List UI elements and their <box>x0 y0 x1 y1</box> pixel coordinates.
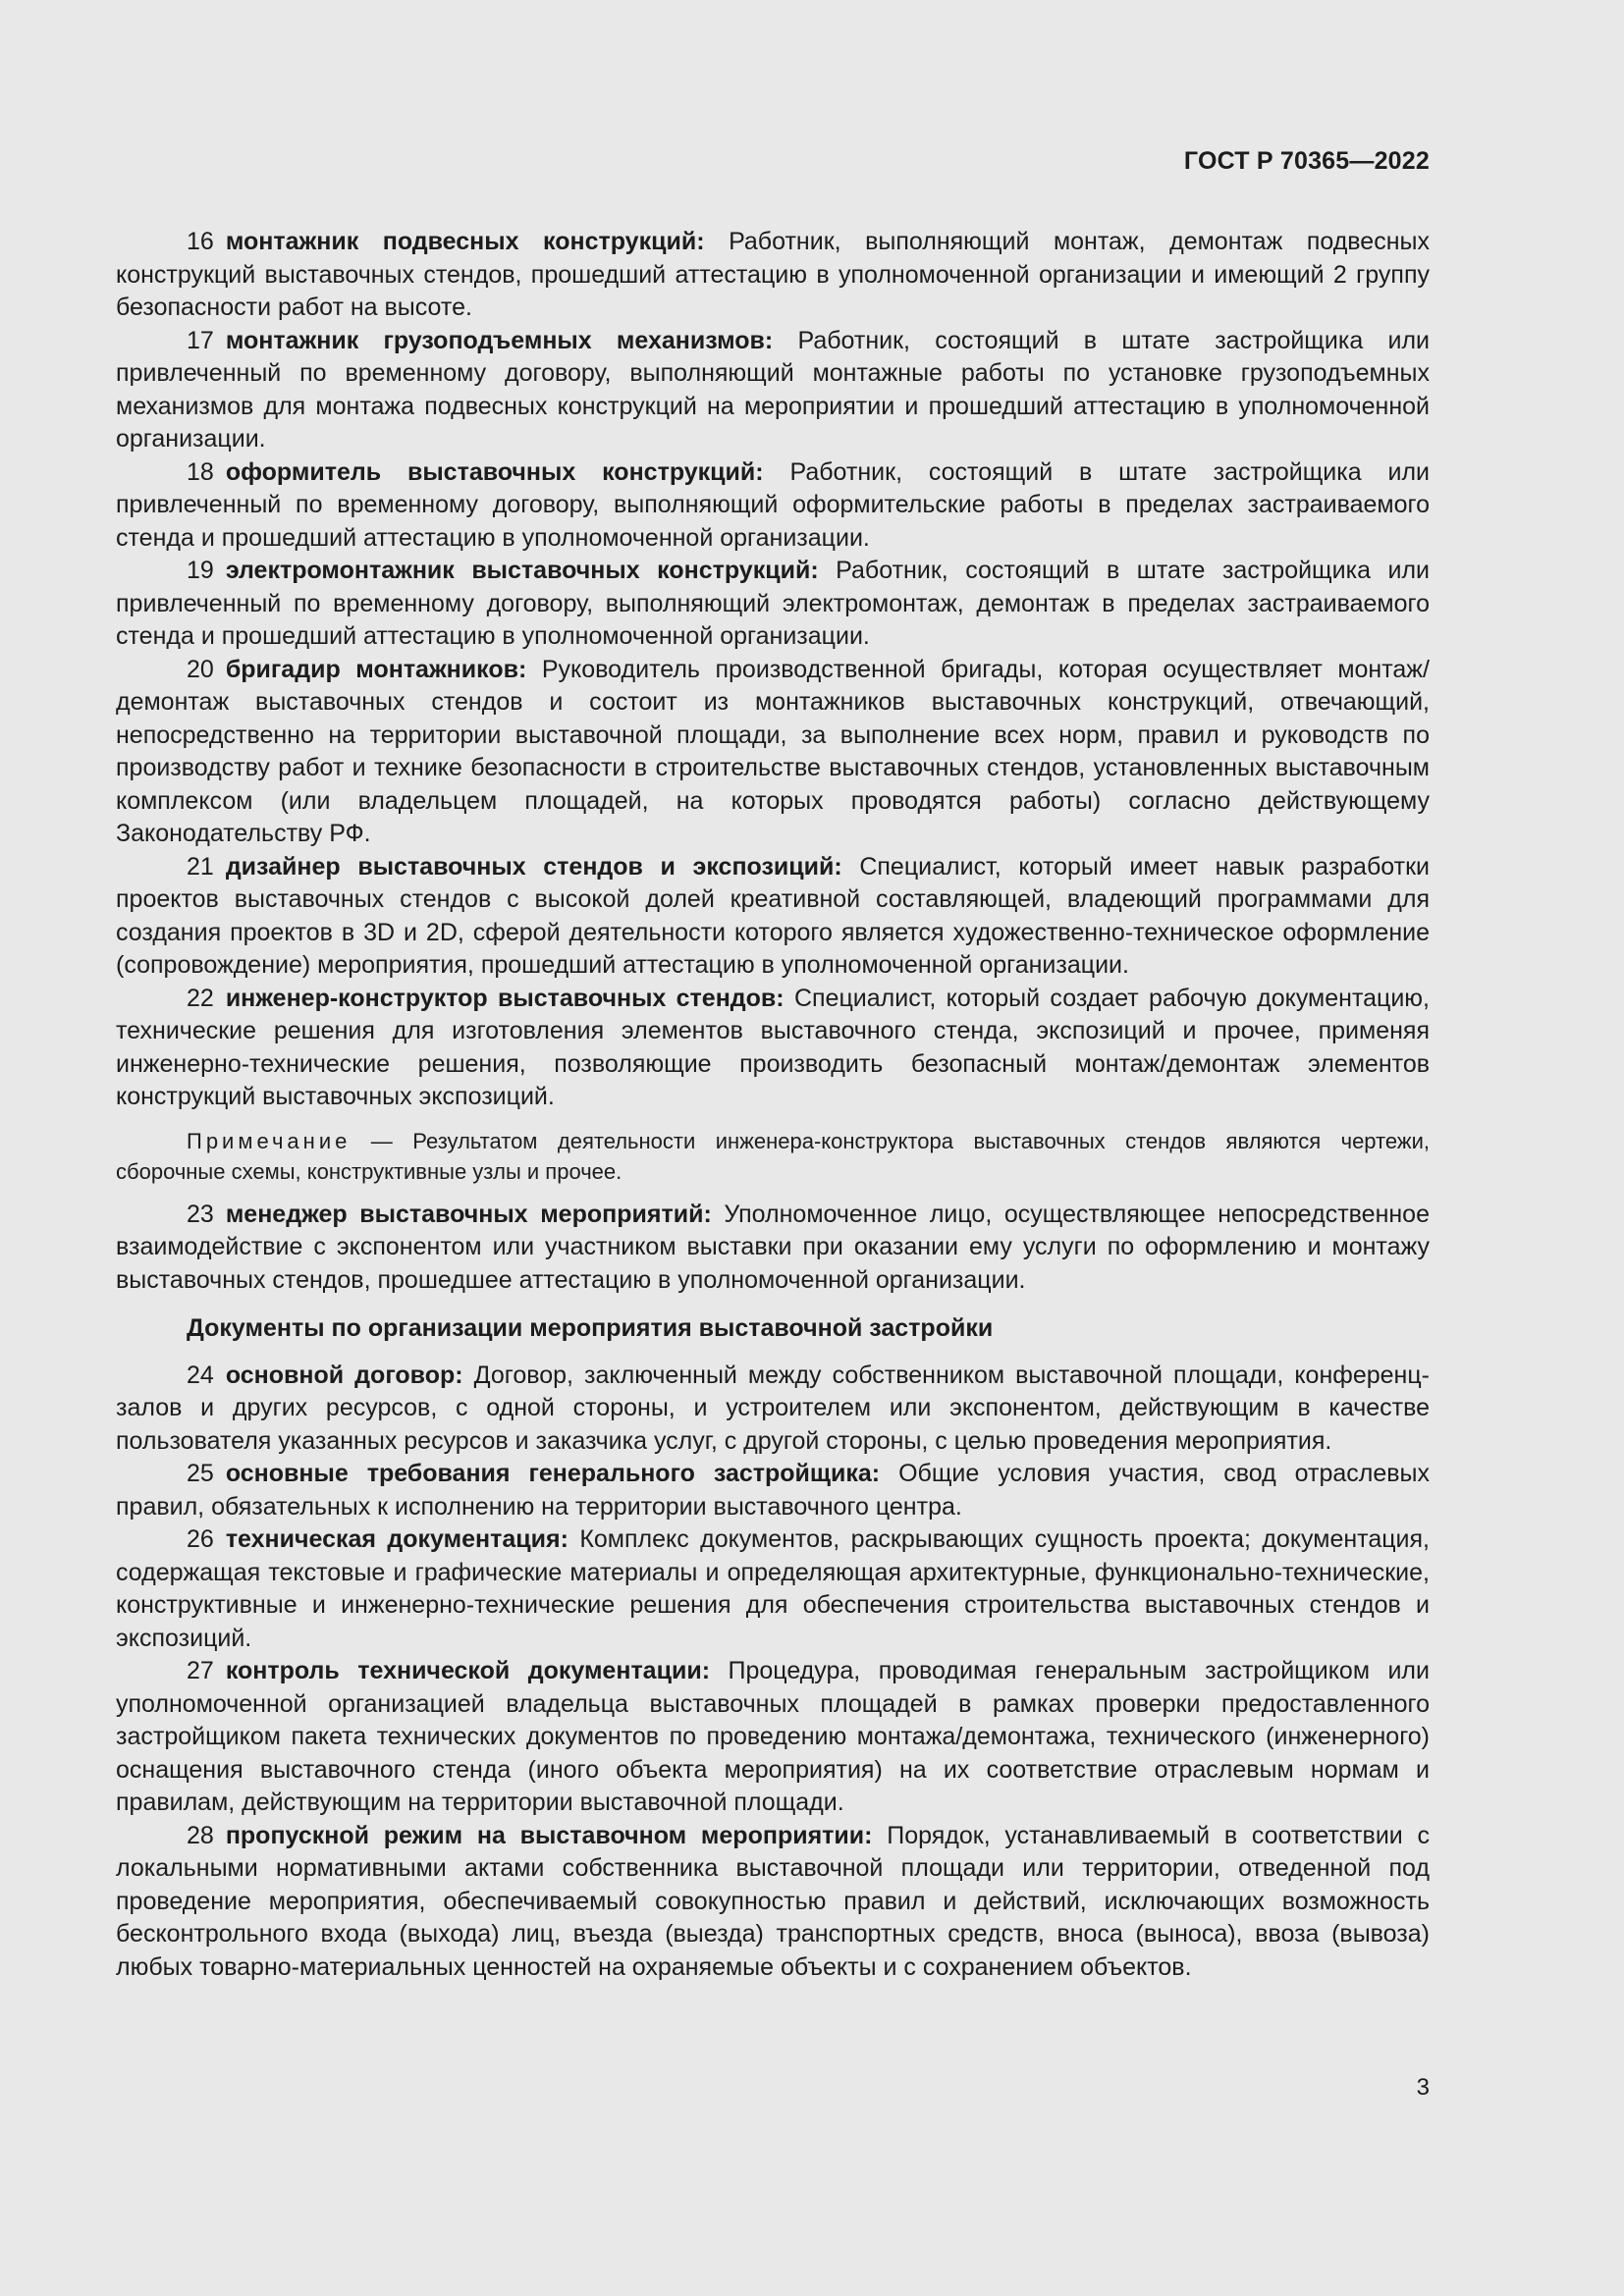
term-entry <box>116 983 1430 1114</box>
term-number: 18 <box>187 457 214 486</box>
term-definition: Порядок, устанавливаемый в соответствии с локальными нормативными актами собственника выставочной площади или территории, отведенной под проведение мероприятия, обеспечиваемый совокупностью правил и действий, исключающих возможность бесконтрольного входа (выхода) лиц, въезда (выезда) транспортных средств, вноса (выноса), ввоза (вывоза) любых товарно-материальных ценностей на охраняемые объекты и с сохранением объектов. <box>116 1821 1431 1981</box>
term-entry <box>116 1199 1430 1298</box>
term-number: 28 <box>187 1821 214 1849</box>
term-entry <box>116 654 1430 851</box>
term-number: 22 <box>187 984 214 1012</box>
term-entry <box>116 1523 1430 1655</box>
term-entry <box>116 555 1430 654</box>
term-name: техническая документация: <box>225 1525 568 1553</box>
term-number: 26 <box>187 1525 214 1553</box>
page-number: 3 <box>1416 2074 1430 2101</box>
term-entry <box>116 325 1430 456</box>
term-name: бригадир монтажников: <box>225 655 527 683</box>
document-body <box>116 226 1430 1984</box>
term-number: 21 <box>187 852 214 881</box>
term-name: монтажник грузоподъемных механизмов: <box>225 326 774 354</box>
note-label: Примечание <box>187 1128 352 1153</box>
term-definition: Работник, состоящий в штате застройщика или привлеченный по временному договору, выполняющий оформительские работы в пределах застраиваемого стенда и прошедший аттестацию в уполномоченной организации. <box>116 457 1431 552</box>
term-name: оформитель выставочных конструкций: <box>225 457 764 486</box>
term-definition: Общие условия участия, свод отраслевых правил, обязательных к исполнению на территории выставочного центра. <box>116 1460 1430 1521</box>
term-number: 16 <box>187 228 214 255</box>
term-number: 17 <box>187 326 214 354</box>
term-definition: Специалист, который создает рабочую документацию, технические решения для изготовления элементов выставочного стенда, экспозиций и прочее, применяя инженерно-технические решения, позволяющие производить безопасный монтаж/демонтаж элементов конструкций выставочных экспозиций. <box>116 984 1431 1110</box>
term-number: 20 <box>187 655 214 683</box>
term-definition: Процедура, проводимая генеральным застройщиком или уполномоченной организацией владельца выставочных площадей в рамках проверки предоставленного застройщиком пакета технических документов по проведению монтажа/демонтажа, технического (инженерного) оснащения выставочного стенда (иного объекта мероприятия) на их соответствие отраслевым нормам и правилам, действующим на территории выставочной площади. <box>116 1657 1430 1816</box>
section-title: Документы по организации мероприятия выставочной застройки <box>187 1314 994 1342</box>
term-entry <box>116 851 1430 983</box>
term-name: монтажник подвесных конструкций: <box>225 228 705 255</box>
term-entry <box>116 1360 1430 1459</box>
term-number: 19 <box>187 557 214 584</box>
term-name: контроль технической документации: <box>225 1657 711 1684</box>
term-entry <box>116 1655 1430 1820</box>
term-name: инженер-конструктор выставочных стендов: <box>225 984 785 1012</box>
term-name: основной договор: <box>225 1361 463 1389</box>
term-name: менеджер выставочных мероприятий: <box>225 1200 712 1228</box>
term-entry <box>116 226 1430 325</box>
document-id-header: ГОСТ Р 70365—2022 <box>1183 147 1430 175</box>
term-definition: Уполномоченное лицо, осуществляющее непосредственное взаимодействие с экспонентом или участником выставки при оказании ему услуги по оформлению и монтажу выставочных стендов, прошедшее аттестацию в уполномоченной организации. <box>116 1200 1430 1294</box>
note-text: — Результатом деятельности инженера-конструктора выставочных стендов являются чертежи, сборочные схемы, конструктивные узлы и прочее. <box>116 1128 1430 1184</box>
term-name: дизайнер выставочных стендов и экспозиций: <box>225 852 842 881</box>
term-entry <box>116 456 1430 556</box>
term-name: электромонтажник выставочных конструкций: <box>225 557 819 584</box>
term-number: 24 <box>187 1361 214 1389</box>
term-name: основные требования генерального застройщика: <box>225 1460 881 1487</box>
term-number: 25 <box>187 1460 214 1487</box>
term-definition: Специалист, который имеет навык разработки проектов выставочных стендов с высокой долей креативной составляющей, владеющий программами для создания проектов в 3D и 2D, сферой деятельности которого является художественно-техническое оформление (сопровождение) мероприятия, прошедший аттестацию в уполномоченной организации. <box>116 852 1430 979</box>
term-definition: Руководитель производственной бригады, которая осуществляет монтаж/демонтаж выставочных стендов и состоит из монтажников выставочных конструкций, отвечающий, непосредственно на территории выставочной площади, за выполнение всех норм, правил и руководств по производству работ и технике безопасности в строительстве выставочных стендов, установленных выставочным комплексом (или владельцем площадей, на которых проводятся работы) согласно действующему Законодательству РФ. <box>116 655 1430 847</box>
term-definition: Работник, состоящий в штате застройщика или привлеченный по временному договору, выполняющий монтажные работы по установке грузоподъемных механизмов для монтажа подвесных конструкций на мероприятии и прошедший аттестацию в уполномоченной организации. <box>116 326 1430 453</box>
term-definition: Комплекс документов, раскрывающих сущность проекта; документация, содержащая текстовые и графические материалы и определяющая архитектурные, функционально-технические, конструктивные и инженерно-технические решения для обеспечения строительства выставочных стендов и экспозиций. <box>116 1525 1430 1652</box>
note <box>116 1126 1430 1187</box>
term-definition: Договор, заключенный между собственником выставочной площади, конференц-залов и других ресурсов, с одной стороны, и устроителем или экспонентом, действующим в качестве пользователя указанных ресурсов и заказчика услуг, с другой стороны, с целью проведения мероприятия. <box>116 1361 1430 1455</box>
term-number: 23 <box>187 1200 214 1228</box>
term-name: пропускной режим на выставочном мероприятии: <box>225 1821 873 1849</box>
term-definition: Работник, состоящий в штате застройщика или привлеченный по временному договору, выполняющий электромонтаж, демонтаж в пределах застраиваемого стенда и прошедший аттестацию в уполномоченной организации. <box>116 557 1431 650</box>
term-entry <box>116 1458 1430 1523</box>
term-entry <box>116 1820 1430 1985</box>
term-definition: Работник, выполняющий монтаж, демонтаж подвесных конструкций выставочных стендов, прошедший аттестацию в уполномоченной организации и имеющий 2 группу безопасности работ на высоте. <box>116 228 1430 321</box>
term-number: 27 <box>187 1657 214 1684</box>
